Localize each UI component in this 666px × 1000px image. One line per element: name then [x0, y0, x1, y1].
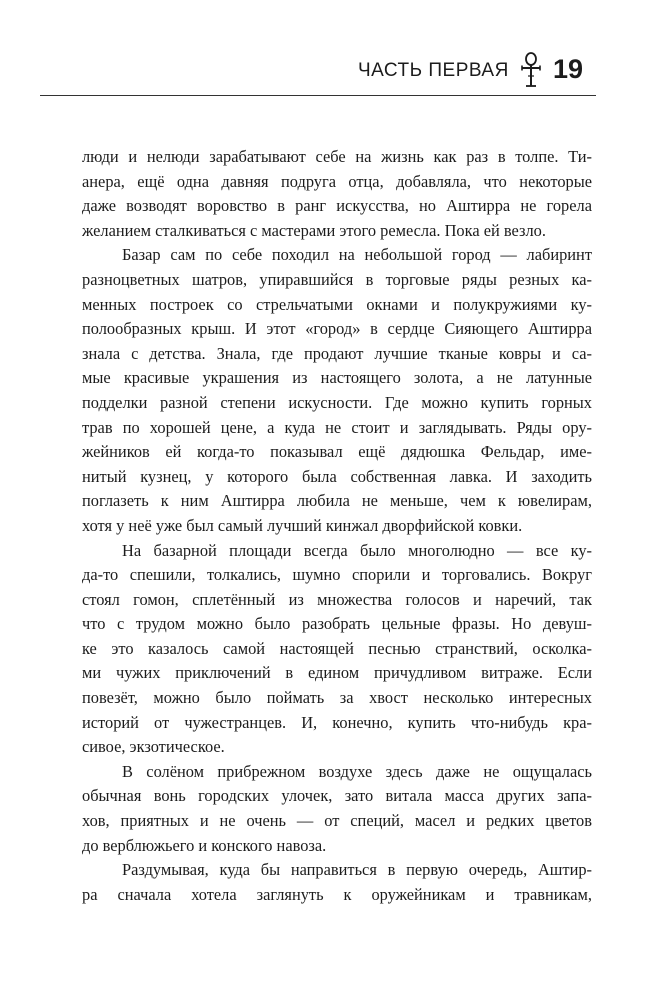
text-line: люди и нелюди зарабатывают себе на жизнь как раз в толпе. Ти-	[82, 147, 592, 166]
text-line: да-то спешили, толкались, шумно спорили и торговались. Вокруг	[82, 565, 592, 585]
text-line: желанием сталкиваться с мастерами этого ремесла. Пока ей везло.	[82, 220, 546, 240]
text-line: анера, ещё одна давняя подруга отца, добавляла, что некоторые	[82, 171, 592, 191]
text-line: На базарной площади всегда было многолюдно — все ку-	[122, 540, 592, 560]
text-line: жейников ей когда-то показывал ещё дядюшка Фельдар, име-	[82, 442, 592, 462]
text-line: полообразных крыш. И этот «город» в сердце Сияющего Аштирра	[82, 319, 592, 339]
text-line: стоял гомон, сплетённый из множества голосов и наречий, так	[82, 589, 592, 609]
text-line: ке это казалось самой настоящей песнью странствий, осколка-	[82, 638, 592, 658]
text-line: нитый кузнец, у которого была собственная лавка. И заходить	[82, 466, 592, 486]
text-line: В солёном прибрежном воздухе здесь даже не ощущалась	[122, 761, 592, 781]
text-line: трав по хорошей цене, а куда не стоит и заглядывать. Ряды ору-	[82, 417, 592, 437]
body-text	[82, 145, 592, 907]
page-number: 19	[553, 54, 584, 84]
text-line: обычная вонь городских улочек, зато витала масса других запа-	[82, 786, 592, 806]
text-line: повезёт, можно было поймать за хвост несколько интересных	[82, 688, 592, 708]
section-title: ЧАСТЬ ПЕРВАЯ	[358, 60, 509, 81]
text-line: разноцветных шатров, упиравшийся в торговые ряды резных ка-	[82, 269, 592, 289]
text-line: менных построек со стрельчатыми окнами и полукружиями ку-	[82, 294, 592, 314]
ankh-icon	[519, 52, 543, 92]
text-line: ра сначала хотела заглянуть к оружейникам и травникам,	[82, 884, 592, 904]
text-line: хов, приятных и не очень — от специй, масел и редких цветов	[82, 811, 592, 831]
text-line: поглазеть к ним Аштирра любила не меньше, чем к ювелирам,	[82, 491, 592, 511]
header-rule	[40, 95, 596, 96]
text-line: знала с детства. Знала, где продают лучшие тканые ковры и са-	[82, 343, 592, 363]
text-line: историй от чужестранцев. И, конечно, купить что-нибудь кра-	[82, 712, 592, 732]
text-line: даже возводят воровство в ранг искусства, но Аштирра не горела	[82, 196, 592, 216]
running-head	[358, 54, 598, 98]
text-line: сивое, экзотическое.	[82, 737, 225, 757]
text-line: что с трудом можно было разобрать цельные фразы. Но девуш-	[82, 614, 592, 634]
text-line: подделки разной степени искусности. Где можно купить горных	[82, 392, 592, 412]
text-line: хотя у неё уже был самый лучший кинжал дворфийской ковки.	[82, 515, 523, 535]
text-line: Базар сам по себе походил на небольшой город — лабиринт	[122, 245, 592, 265]
text-line: до верблюжьего и конского навоза.	[82, 835, 327, 855]
text-line: мые красивые украшения из настоящего золота, а не латунные	[82, 368, 592, 388]
text-line: ми чужих приключений в едином причудливом витраже. Если	[82, 663, 592, 683]
text-line: Раздумывая, куда бы направиться в первую очередь, Аштир-	[122, 860, 592, 880]
